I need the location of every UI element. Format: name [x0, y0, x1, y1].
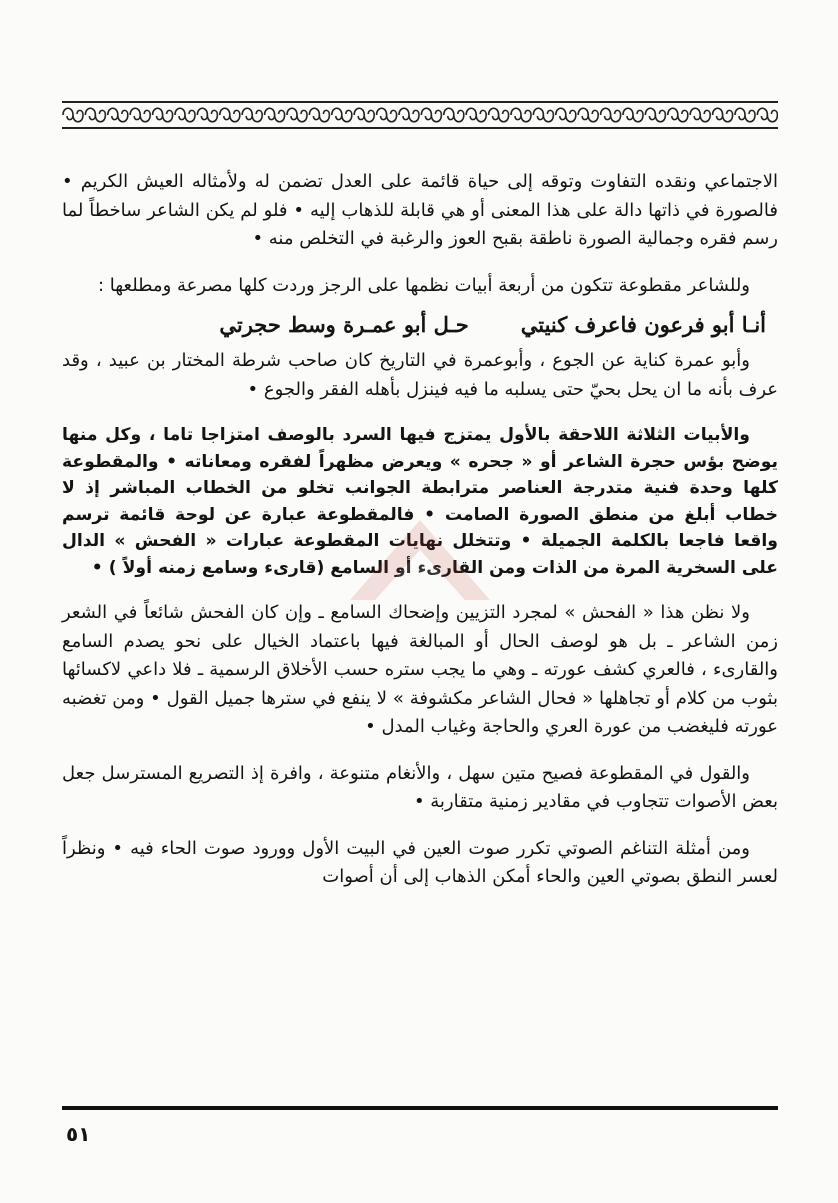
ornament-scroll — [489, 108, 509, 122]
ornament-scroll — [399, 108, 419, 122]
ornament-scroll — [601, 108, 621, 122]
ornament-scroll — [713, 108, 733, 122]
paragraph-2: وللشاعر مقطوعة تتكون من أربعة أبيات نظمها على الرجز وردت كلها مصرعة ومطلعها : — [97, 274, 750, 296]
page-body — [62, 168, 778, 892]
ornament-scroll — [197, 108, 217, 122]
ornament-scroll — [265, 108, 285, 122]
ornament-scroll — [130, 108, 150, 122]
ornament-scroll — [690, 108, 710, 122]
ornament-scroll — [220, 108, 240, 122]
paragraph-1: الاجتماعي ونقده التفاوت وتوقه إلى حياة قائمة على العدل تضمن له ولأمثاله العيش الكريم • فالصورة في ذاتها دالة على هذا المعنى أو هي قابلة للذهاب إليه • فلو لم يكن الشاعر ساخطاً لما رسم فقره وجمالية الصورة ناطقة بقبح العوز والرغبة في التخلص منه • — [62, 171, 778, 249]
ornament-scroll — [332, 108, 352, 122]
ornament-scroll — [623, 108, 643, 122]
ornament-scroll — [421, 108, 441, 122]
ornament-scroll — [377, 108, 397, 122]
ornamental-header-border — [62, 99, 778, 131]
paragraph-7: ومن أمثلة التناغم الصوتي تكرر صوت العين في البيت الأول وورود صوت الحاء فيه • ونظراً لعسر النطق بصوتي العين والحاء أمكن الذهاب إلى أن أصوات — [62, 837, 778, 887]
ornament-scroll — [444, 108, 464, 122]
ornament-scroll — [668, 108, 688, 122]
verse-hemistich-1: أنـا أبو فرعون فاعرف كنيتي — [520, 312, 766, 337]
ornament-scroll — [242, 108, 262, 122]
paragraph-3: وأبو عمرة كناية عن الجوع ، وأبوعمرة في التاريخ كان صاحب شرطة المختار بن عبيد ، وقد عرف بأنه ما ان يحل بحيّ حتى يسلبه ما فيه فينزل بأهله الفقر والجوع • — [62, 350, 778, 400]
ornament-scroll — [578, 108, 598, 122]
ornament-scroll — [63, 108, 83, 122]
footer-rule — [62, 1106, 778, 1110]
ornament-scroll — [85, 108, 105, 122]
paragraph-5: ولا نظن هذا « الفحش » لمجرد التزيين وإضحاك السامع ـ وإن كان الفحش شائعاً في الشعر زمن الشاعر ـ بل هو لوصف الحال أو المبالغة فيها باعتماد الخيال على نحو يصدم السامع والقارىء ، فالعري كشف عورته ـ وهي ما يجب ستره حسب الأخلاق الرسمية ـ فلا داعي لاكسائها بثوب من كلام أو تجاهلها « فحال الشاعر مكشوفة » لا ينفع في سترها جميل القول • ومن تغضبه عورته فليغضب من عورة العري والحاجة وغياب المدل • — [62, 602, 778, 737]
ornament-scroll — [108, 108, 128, 122]
poem-verse — [62, 312, 766, 337]
ornament-scroll — [533, 108, 553, 122]
ornament-scroll — [466, 108, 486, 122]
paragraph-6: والقول في المقطوعة فصيح متين سهل ، والأنغام متنوعة ، وافرة إذ التصريع المسترسل جعل بعض الأصوات تتجاوب في مقادير زمنية متقاربة • — [62, 762, 778, 812]
ornament-scroll — [354, 108, 374, 122]
ornament-scroll — [309, 108, 329, 122]
ornament-scroll — [511, 108, 531, 122]
ornament-scroll — [735, 108, 755, 122]
verse-hemistich-2: حـل أبو عمـرة وسط حجرتي — [219, 312, 469, 337]
paragraph-4: والأبيات الثلاثة اللاحقة بالأول يمتزج فيها السرد بالوصف امتزاجا تاما ، وكل منها يوضح بؤس حجرة الشاعر أو « جحره » ويعرض مظهراً لفقره ومعاناته • والمقطوعة كلها وحدة فنية متدرجة العناصر مترابطة الجوانب تخلو من الخطاب المباشر إذ لا خطاب أبلغ من منطق الصورة الصامت • فالمقطوعة عبارة عن لوحة قائمة ترسم واقعا فاجعا بالكلمة الجميلة • وتتخلل نهايات المقطوعة عبارات « الفحش » الدال على السخرية المرة من الذات ومن القارىء أو السامع (قارىء وسامع زمنه أولاً ) • — [62, 425, 778, 578]
ornament-scroll — [287, 108, 307, 122]
ornament-scroll — [153, 108, 173, 122]
ornament-scroll — [175, 108, 195, 122]
ornament-scroll — [556, 108, 576, 122]
ornament-scroll — [757, 108, 777, 122]
ornament-scroll — [645, 108, 665, 122]
page-number: ٥١ — [66, 1122, 91, 1146]
